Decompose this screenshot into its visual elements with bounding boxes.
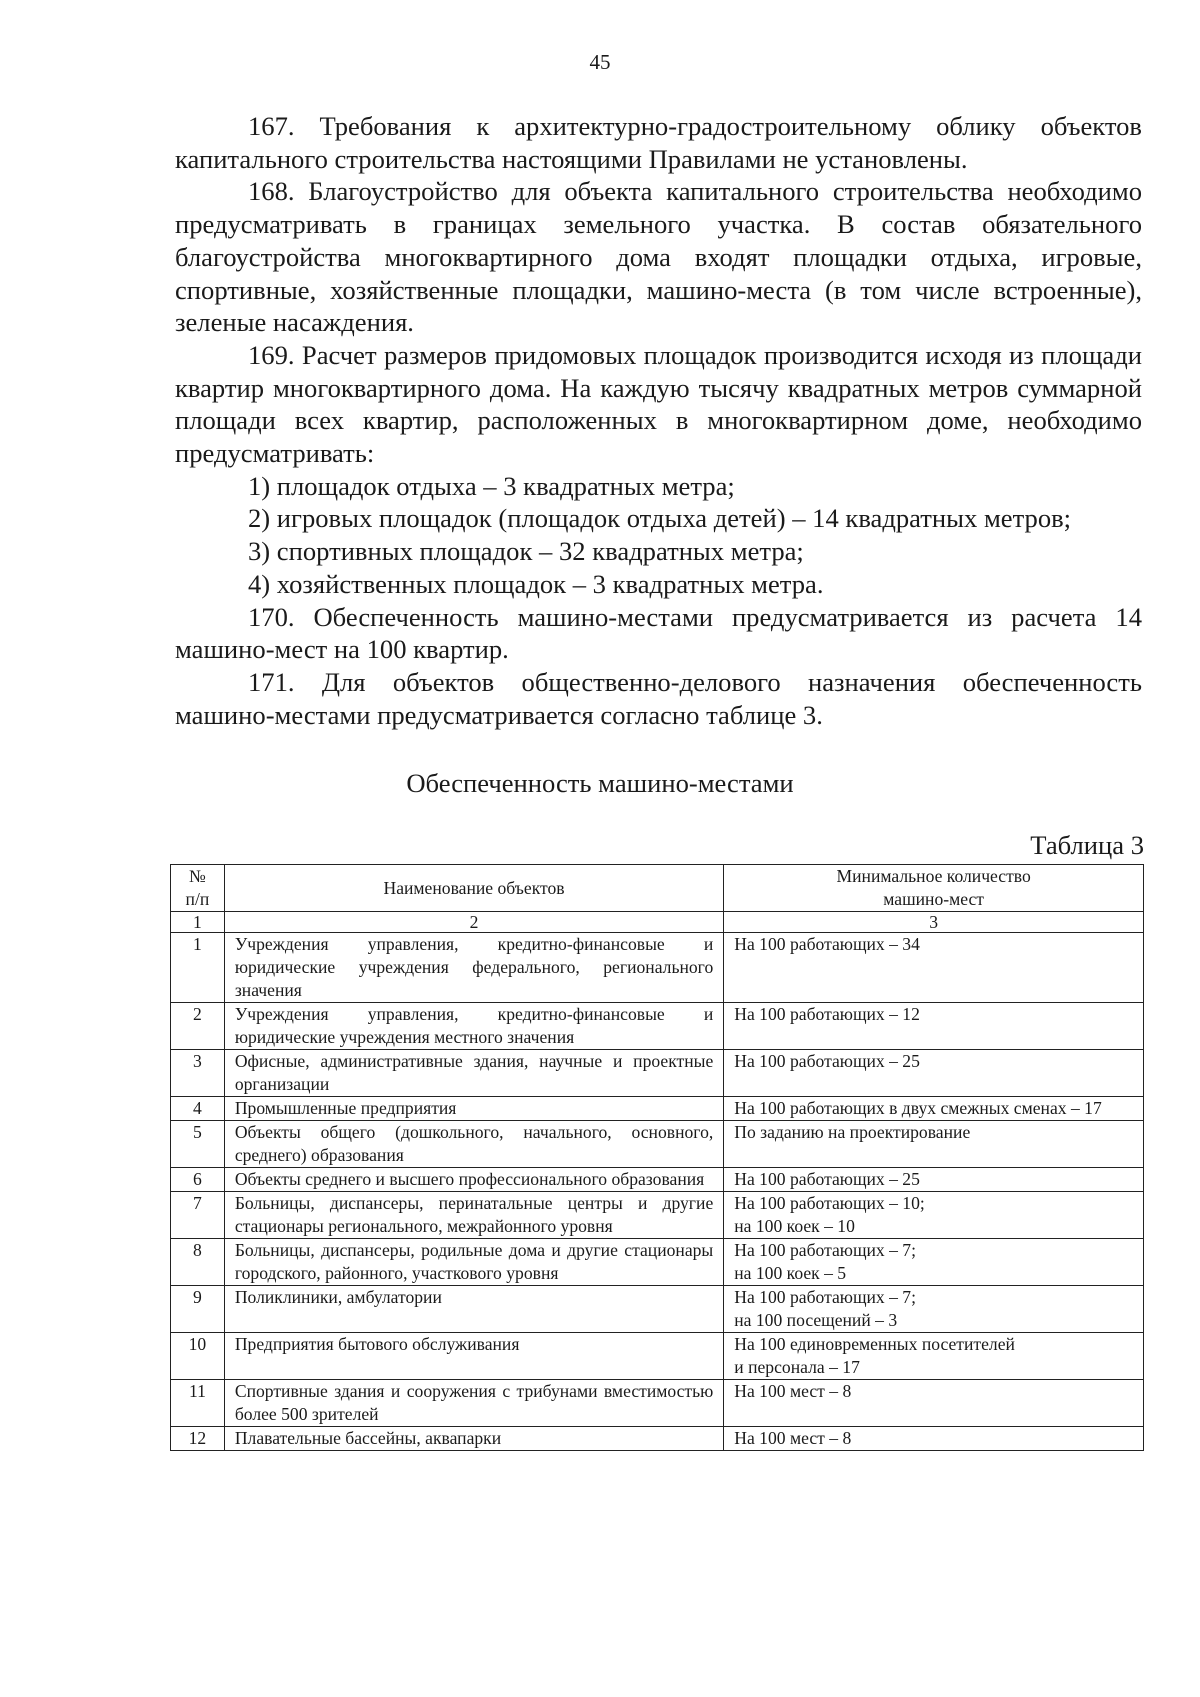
table-row xyxy=(171,1286,1144,1333)
paragraph-169: 169. Расчет размеров придомовых площадок производится исходя из площади квартир многоквартирного дома. На каждую тысячу квадратных метров суммарной площади всех квартир, расположенных в многоквартирном доме, необходимо предусматривать: xyxy=(175,339,1142,469)
object-name: Офисные, административные здания, научные и проектные организации xyxy=(224,1050,723,1097)
object-name: Плавательные бассейны, аквапарки xyxy=(224,1427,723,1451)
parking-minimum: На 100 работающих – 34 xyxy=(724,933,1144,1003)
parking-table xyxy=(170,864,1144,1451)
row-number: 10 xyxy=(171,1333,225,1380)
table-index-row xyxy=(171,912,1144,933)
index-col-2: 2 xyxy=(224,912,723,933)
list-item-3: 3) спортивных площадок – 32 квадратных метра; xyxy=(248,536,804,567)
object-name: Поликлиники, амбулатории xyxy=(224,1286,723,1333)
object-name: Объекты среднего и высшего профессионального образования xyxy=(224,1168,723,1192)
table-row xyxy=(171,933,1144,1003)
table-row xyxy=(171,1239,1144,1286)
paragraph-171: 171. Для объектов общественно-делового назначения обеспеченность машино-местами предусматривается согласно таблице 3. xyxy=(175,666,1142,730)
table-title: Обеспеченность машино-местами xyxy=(406,768,794,798)
row-number: 9 xyxy=(171,1286,225,1333)
parking-minimum: По заданию на проектирование xyxy=(724,1121,1144,1168)
table-row xyxy=(171,1380,1144,1427)
row-number: 4 xyxy=(171,1097,225,1121)
index-col-3: 3 xyxy=(724,912,1144,933)
table-row xyxy=(171,1097,1144,1121)
paragraph-170: 170. Обеспеченность машино-местами предусматривается из расчета 14 машино-мест на 100 квартир. xyxy=(175,601,1142,665)
body-text xyxy=(175,110,1142,731)
object-name: Больницы, диспансеры, перинатальные центры и другие стационары регионального, межрайонного уровня xyxy=(224,1192,723,1239)
object-name: Предприятия бытового обслуживания xyxy=(224,1333,723,1380)
row-number: 11 xyxy=(171,1380,225,1427)
table-header-row xyxy=(171,865,1144,912)
table-label: Таблица 3 xyxy=(1030,830,1144,860)
parking-minimum: На 100 работающих – 7; на 100 коек – 5 xyxy=(724,1239,1144,1286)
header-name: Наименование объектов xyxy=(224,865,723,912)
parking-minimum: На 100 единовременных посетителей и персонала – 17 xyxy=(724,1333,1144,1380)
table-row xyxy=(171,1192,1144,1239)
row-number: 6 xyxy=(171,1168,225,1192)
object-name: Учреждения управления, кредитно-финансовые и юридические учреждения федерального, регионального значения xyxy=(224,933,723,1003)
table-row xyxy=(171,1121,1144,1168)
row-number: 2 xyxy=(171,1003,225,1050)
table-row xyxy=(171,1050,1144,1097)
row-number: 3 xyxy=(171,1050,225,1097)
index-col-1: 1 xyxy=(171,912,225,933)
header-num: № п/п xyxy=(171,865,225,912)
row-number: 5 xyxy=(171,1121,225,1168)
object-name: Объекты общего (дошкольного, начального, основного, среднего) образования xyxy=(224,1121,723,1168)
paragraph-167: 167. Требования к архитектурно-градостроительному облику объектов капитального строительства настоящими Правилами не установлены. xyxy=(175,111,1142,174)
header-value: Минимальное количество машино-мест xyxy=(724,865,1144,912)
parking-minimum: На 100 работающих в двух смежных сменах – 17 xyxy=(724,1097,1144,1121)
parking-minimum: На 100 работающих – 10; на 100 коек – 10 xyxy=(724,1192,1144,1239)
object-name: Больницы, диспансеры, родильные дома и другие стационары городского, районного, участкового уровня xyxy=(224,1239,723,1286)
list-item-4: 4) хозяйственных площадок – 3 квадратных метра. xyxy=(248,568,824,599)
table-row xyxy=(171,1427,1144,1451)
row-number: 1 xyxy=(171,933,225,1003)
list-item-2: 2) игровых площадок (площадок отдыха детей) – 14 квадратных метров; xyxy=(248,503,1072,534)
list-item-1: 1) площадок отдыха – 3 квадратных метра; xyxy=(248,470,735,501)
parking-minimum: На 100 работающих – 12 xyxy=(724,1003,1144,1050)
object-name: Учреждения управления, кредитно-финансовые и юридические учреждения местного значения xyxy=(224,1003,723,1050)
paragraph-168: 168. Благоустройство для объекта капитального строительства необходимо предусматривать в границах земельного участка. В состав обязательного благоустройства многоквартирного дома входят площадки отдыха, игровые, спортивные, хозяйственные площадки, машино-места (в том числе встроенные), зеленые насаждения. xyxy=(175,176,1142,338)
row-number: 7 xyxy=(171,1192,225,1239)
object-name: Спортивные здания и сооружения с трибунами вместимостью более 500 зрителей xyxy=(224,1380,723,1427)
object-name: Промышленные предприятия xyxy=(224,1097,723,1121)
parking-minimum: На 100 мест – 8 xyxy=(724,1427,1144,1451)
parking-minimum: На 100 работающих – 25 xyxy=(724,1050,1144,1097)
page-number: 45 xyxy=(589,50,611,74)
parking-minimum: На 100 работающих – 25 xyxy=(724,1168,1144,1192)
table-row xyxy=(171,1333,1144,1380)
parking-minimum: На 100 работающих – 7; на 100 посещений – 3 xyxy=(724,1286,1144,1333)
parking-minimum: На 100 мест – 8 xyxy=(724,1380,1144,1427)
row-number: 8 xyxy=(171,1239,225,1286)
table-row xyxy=(171,1003,1144,1050)
row-number: 12 xyxy=(171,1427,225,1451)
table-row xyxy=(171,1168,1144,1192)
